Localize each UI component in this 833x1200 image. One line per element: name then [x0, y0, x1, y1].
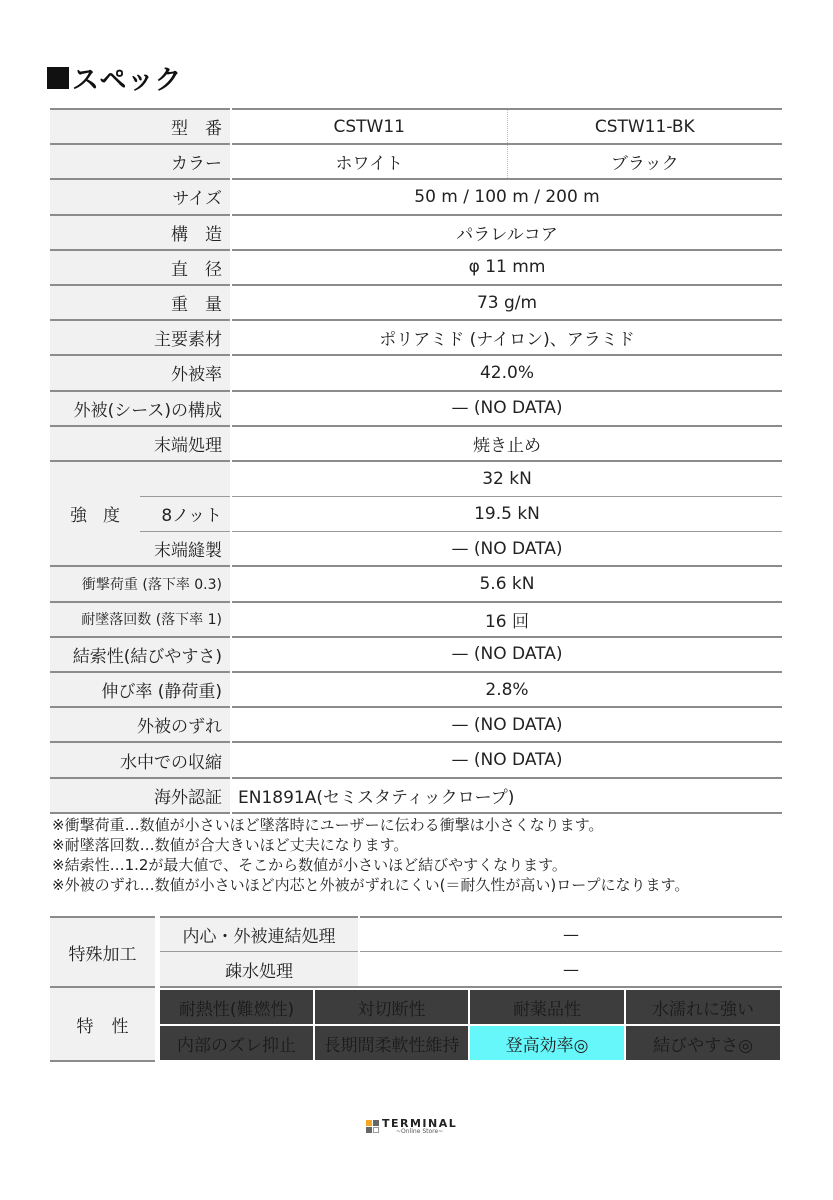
- footnotes: [52, 815, 689, 895]
- logo-squares-icon: [366, 1120, 379, 1133]
- feature-badge: 対切断性: [315, 990, 468, 1024]
- spec-row: [50, 390, 782, 425]
- footnote: ※耐墜落回数…数値が合大きいほど丈夫になります。: [52, 836, 409, 854]
- spec-label: 海外認証: [50, 777, 230, 812]
- features-row: [50, 986, 782, 1060]
- spec-value: 焼き止め: [232, 425, 782, 460]
- special-item-label: 疎水処理: [160, 951, 358, 986]
- model-black: CSTW11-BK: [507, 110, 783, 143]
- spec-table: [50, 108, 782, 814]
- spec-label: 外被率: [50, 354, 230, 389]
- strength-sub-label: 8ノット: [140, 496, 230, 531]
- spec-value: 5.6 kN: [232, 565, 782, 600]
- spec-label: 主要素材: [50, 319, 230, 354]
- features-label: 特性: [50, 986, 155, 1060]
- spec-row: [50, 706, 782, 741]
- spec-value: φ 11 mm: [232, 249, 782, 284]
- special-processing-row: [50, 916, 782, 986]
- feature-badge: 内部のズレ抑止: [160, 1026, 313, 1060]
- spec-label: 衝撃荷重 (落下率 0.3): [50, 565, 230, 600]
- strength-value: 19.5 kN: [232, 496, 782, 531]
- footnote: ※衝撃荷重…数値が小さいほど墜落時にユーザーに伝わる衝撃は小さくなります。: [52, 816, 604, 834]
- spec-label: 型 番: [50, 108, 230, 143]
- strength-label: 強度: [70, 506, 136, 527]
- spec-value: 16 回: [232, 601, 782, 636]
- spec-row-strength: [50, 460, 782, 566]
- square-bullet-icon: [47, 67, 69, 89]
- footnote: ※外被のずれ…数値が小さいほど内芯と外被がずれにくい(＝耐久性が高い)ロープになります。: [52, 876, 690, 894]
- spec-row-color: [50, 143, 782, 178]
- color-white: ホワイト: [335, 154, 403, 175]
- spec-label: カラー: [50, 143, 230, 178]
- spec-row: [50, 741, 782, 776]
- logo-subtitle: ~Online Store~: [396, 1128, 444, 1135]
- spec-value: — (NO DATA): [232, 390, 782, 425]
- spec-value: — (NO DATA): [232, 706, 782, 741]
- spec-label: 耐墜落回数 (落下率 1): [50, 601, 230, 636]
- spec-row: [50, 319, 782, 354]
- feature-badge: 結びやすさ◎: [626, 1026, 780, 1060]
- feature-badge: 水濡れに強い: [626, 990, 780, 1024]
- spec-row: [50, 249, 782, 284]
- model-white: CSTW11: [333, 116, 405, 137]
- spec-label: 結索性(結びやすさ): [50, 636, 230, 671]
- special-table: [50, 916, 782, 1062]
- strength-sub-label: [140, 462, 230, 496]
- special-item-value: —: [360, 951, 782, 986]
- spec-value: 42.0%: [232, 354, 782, 389]
- spec-label: 外被(シース)の構成: [50, 390, 230, 425]
- feature-badge-active: 登高効率◎: [470, 1026, 624, 1060]
- feature-badge: 長期間柔軟性維持: [315, 1026, 468, 1060]
- spec-value: パラレルコア: [232, 214, 782, 249]
- spec-label: 末端処理: [50, 425, 230, 460]
- special-item-label: 内心・外被連結処理: [160, 916, 358, 951]
- spec-row: [50, 178, 782, 213]
- spec-row-certification: [50, 777, 782, 812]
- spec-label: 外被のずれ: [50, 706, 230, 741]
- spec-value: 50 m / 100 m / 200 m: [232, 178, 782, 213]
- spec-label: 伸び率 (静荷重): [50, 671, 230, 706]
- spec-row: [50, 425, 782, 460]
- terminal-logo: [366, 1118, 457, 1135]
- spec-value: EN1891A(セミスタティックロープ): [232, 777, 782, 812]
- spec-value: — (NO DATA): [232, 741, 782, 776]
- spec-row: [50, 565, 782, 600]
- spec-value: 73 g/m: [232, 284, 782, 319]
- feature-badge: 耐薬品性: [470, 990, 624, 1024]
- special-item-value: —: [360, 916, 782, 951]
- feature-badge: 耐熱性(難燃性): [160, 990, 313, 1024]
- spec-label: 構 造: [50, 214, 230, 249]
- spec-label: 直 径: [50, 249, 230, 284]
- color-black: ブラック: [507, 145, 783, 178]
- spec-row: [50, 671, 782, 706]
- spec-row: [50, 284, 782, 319]
- special-processing-label: 特殊加工: [50, 916, 155, 986]
- features-grid: [160, 988, 782, 1060]
- page-title-text: スペック: [72, 65, 182, 96]
- spec-label: 水中での収縮: [50, 741, 230, 776]
- spec-row: [50, 601, 782, 636]
- spec-value: — (NO DATA): [232, 636, 782, 671]
- footnote: ※結索性…1.2が最大値で、そこから数値が小さいほど結びやすくなります。: [52, 856, 567, 874]
- page-title: [47, 58, 182, 97]
- spec-row-model: [50, 108, 782, 143]
- spec-value: ポリアミド (ナイロン)、アラミド: [232, 319, 782, 354]
- spec-value: [232, 108, 782, 143]
- strength-value: 32 kN: [482, 468, 532, 489]
- spec-row: [50, 636, 782, 671]
- strength-sub-label: 末端縫製: [140, 531, 230, 566]
- spec-label: 重 量: [50, 284, 230, 319]
- spec-value: [232, 143, 782, 178]
- strength-value: — (NO DATA): [232, 531, 782, 566]
- spec-row: [50, 354, 782, 389]
- spec-label: サイズ: [50, 178, 230, 213]
- logo-brand: TERMINAL: [382, 1117, 458, 1130]
- spec-row: [50, 214, 782, 249]
- spec-value: 2.8%: [232, 671, 782, 706]
